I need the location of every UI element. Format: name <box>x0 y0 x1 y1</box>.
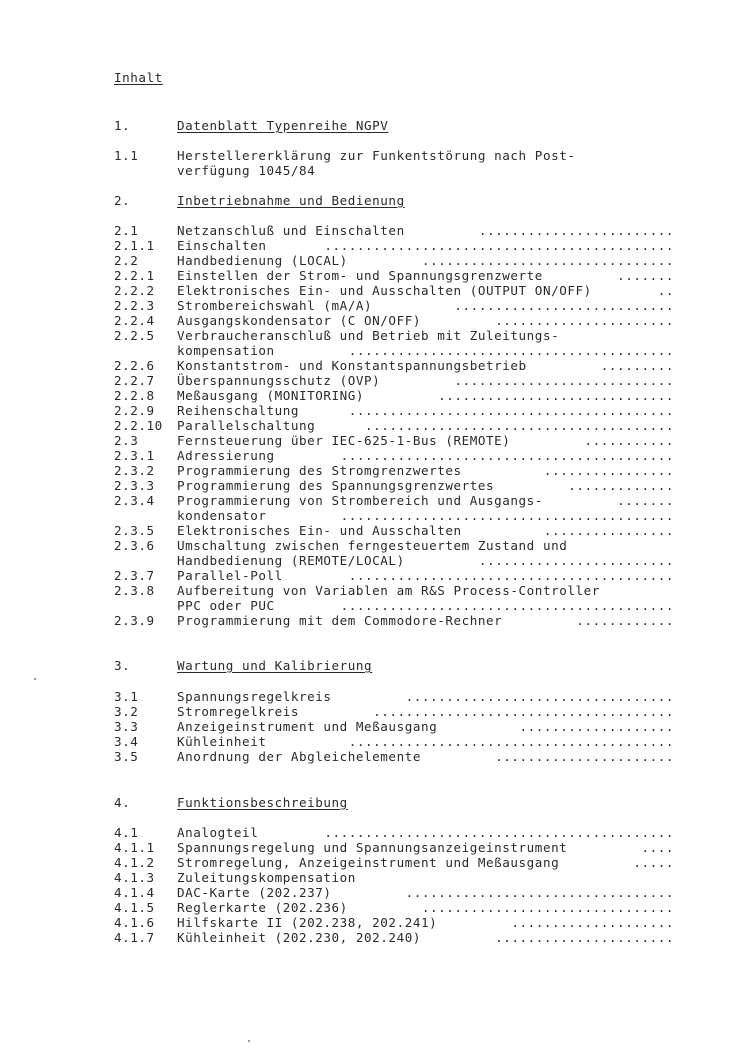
entry-title: Ausgangskondensator (C ON/OFF) <box>177 313 421 328</box>
entry-title: verfügung 1045/84 <box>177 163 316 178</box>
entry-number: 4.1.2 <box>114 855 155 870</box>
toc-entry <box>114 373 674 389</box>
entry-leader: ............ <box>576 613 674 628</box>
entry-leader: ......... <box>600 358 674 373</box>
entry-title: Meßausgang (MONITORING) <box>177 388 365 403</box>
toc-entry <box>114 568 674 584</box>
toc-entry <box>114 825 674 841</box>
entry-leader: ..... <box>633 855 674 870</box>
entry-leader: ........................................... <box>324 238 674 253</box>
entry-title: Kühleinheit <box>177 734 267 749</box>
entry-number: 2.1 <box>114 223 139 238</box>
entry-title: Programmierung des Stromgrenzwertes <box>177 463 462 478</box>
section-title: Datenblatt Typenreihe NGPV <box>177 118 389 133</box>
entry-leader: .. <box>657 283 674 298</box>
entry-number: 2.2.9 <box>114 403 155 418</box>
entry-number: 4.1.4 <box>114 885 155 900</box>
entry-number: 2.3.6 <box>114 538 155 553</box>
entry-title: Kühleinheit (202.230, 202.240) <box>177 930 421 945</box>
scan-speck <box>248 1040 250 1042</box>
entry-title: Strombereichswahl (mA/A) <box>177 298 373 313</box>
entry-title: Herstellererklärung zur Funkentstörung nach Post- <box>177 148 576 163</box>
entry-leader: ........... <box>584 433 674 448</box>
entry-leader: ......................................... <box>340 598 674 613</box>
entry-leader: ........................................ <box>348 568 674 583</box>
entry-leader: ........................................ <box>348 403 674 418</box>
entry-leader: ........................................ <box>348 734 674 749</box>
entry-leader: ........................................... <box>324 825 674 840</box>
entry-leader: ................ <box>543 463 674 478</box>
entry-title: Umschaltung zwischen ferngesteuertem Zustand und <box>177 538 568 553</box>
entry-number: 4.1.6 <box>114 915 155 930</box>
toc-entry <box>114 840 674 856</box>
entry-number: 2.3 <box>114 433 139 448</box>
entry-title: Stromregelkreis <box>177 704 299 719</box>
entry-leader: ...................... <box>495 749 674 764</box>
scan-speck <box>34 678 36 680</box>
toc-entry <box>114 915 674 931</box>
toc-entry <box>114 148 674 164</box>
entry-title: Fernsteuerung über IEC-625-1-Bus (REMOTE) <box>177 433 511 448</box>
entry-number: 2.1.1 <box>114 238 155 253</box>
entry-title: Zuleitungskompensation <box>177 870 356 885</box>
entry-number: 4.1.1 <box>114 840 155 855</box>
entry-title: Anzeigeinstrument und Meßausgang <box>177 719 438 734</box>
entry-title: Analogteil <box>177 825 259 840</box>
toc-entry <box>114 343 674 359</box>
entry-title: Parallelschaltung <box>177 418 316 433</box>
entry-leader: ............................... <box>421 253 674 268</box>
entry-leader: ......................................... <box>340 448 674 463</box>
entry-number: 2.3.5 <box>114 523 155 538</box>
entry-title: Überspannungsschutz (OVP) <box>177 373 381 388</box>
entry-number: 4.1 <box>114 825 139 840</box>
entry-leader: ........................... <box>454 298 674 313</box>
toc-entry <box>114 448 674 464</box>
entry-leader: ....... <box>617 268 674 283</box>
toc-entry <box>114 523 674 539</box>
entry-number: 2.2.7 <box>114 373 155 388</box>
entry-number: 3.2 <box>114 704 139 719</box>
toc-entry <box>114 283 674 299</box>
toc-entry <box>114 508 674 524</box>
entry-title: Netzanschluß und Einschalten <box>177 223 405 238</box>
entry-number: 2.2.3 <box>114 298 155 313</box>
entry-leader: ................................. <box>405 689 674 704</box>
toc-entry <box>114 689 674 705</box>
entry-title: Elektronisches Ein- und Ausschalten (OUTPUT ON/OFF) <box>177 283 592 298</box>
toc-entry <box>114 328 674 344</box>
entry-title: Programmierung des Spannungsgrenzwertes <box>177 478 495 493</box>
toc-entry <box>114 704 674 720</box>
entry-leader: .... <box>641 840 674 855</box>
toc-entry <box>114 313 674 329</box>
entry-number: 2.3.9 <box>114 613 155 628</box>
entry-title: Spannungsregelung und Spannungsanzeigeinstrument <box>177 840 568 855</box>
section-number: 2. <box>114 193 131 208</box>
toc-entry <box>114 930 674 946</box>
entry-title: Hilfskarte II (202.238, 202.241) <box>177 915 438 930</box>
section-number: 4. <box>114 795 131 810</box>
toc-entry <box>114 463 674 479</box>
entry-title: Programmierung von Strombereich und Ausgangs- <box>177 493 543 508</box>
entry-title: Programmierung mit dem Commodore-Rechner <box>177 613 503 628</box>
entry-title: kondensator <box>177 508 267 523</box>
toc-entry <box>114 870 674 886</box>
entry-number: 2.3.4 <box>114 493 155 508</box>
entry-title: kompensation <box>177 343 275 358</box>
toc-entry <box>114 298 674 314</box>
entry-title: Reglerkarte (202.236) <box>177 900 348 915</box>
entry-number: 2.3.8 <box>114 583 155 598</box>
entry-number: 2.2.6 <box>114 358 155 373</box>
page-title: Inhalt <box>114 70 163 85</box>
entry-number: 2.3.7 <box>114 568 155 583</box>
section-title: Inbetriebnahme und Bedienung <box>177 193 405 208</box>
toc-entry <box>114 613 674 629</box>
entry-leader: ........................ <box>478 223 674 238</box>
entry-number: 2.3.3 <box>114 478 155 493</box>
entry-number: 2.2.8 <box>114 388 155 403</box>
entry-leader: ...................... <box>495 313 674 328</box>
section-title: Wartung und Kalibrierung <box>177 658 373 673</box>
entry-title: Spannungsregelkreis <box>177 689 332 704</box>
toc-entry <box>114 238 674 254</box>
toc-entry <box>114 855 674 871</box>
entry-title: Einschalten <box>177 238 267 253</box>
entry-title: DAC-Karte (202.237) <box>177 885 332 900</box>
toc-entry <box>114 598 674 614</box>
entry-number: 3.1 <box>114 689 139 704</box>
entry-leader: ...................... <box>495 930 674 945</box>
toc-entry <box>114 358 674 374</box>
toc-entry <box>114 734 674 750</box>
entry-leader: ................................. <box>405 885 674 900</box>
entry-leader: ............. <box>568 478 674 493</box>
entry-leader: ................ <box>543 523 674 538</box>
entry-title: Konstantstrom- und Konstantspannungsbetrieb <box>177 358 527 373</box>
entry-title: Einstellen der Strom- und Spannungsgrenzwerte <box>177 268 543 283</box>
entry-number: 2.3.2 <box>114 463 155 478</box>
section-number: 1. <box>114 118 131 133</box>
toc-entry <box>114 253 674 269</box>
toc-entry <box>114 719 674 735</box>
entry-leader: ............................. <box>438 388 674 403</box>
toc-entry <box>114 418 674 434</box>
entry-number: 2.2.1 <box>114 268 155 283</box>
entry-number: 3.3 <box>114 719 139 734</box>
entry-title: Handbedienung (LOCAL) <box>177 253 348 268</box>
entry-title: Handbedienung (REMOTE/LOCAL) <box>177 553 405 568</box>
toc-entry <box>114 268 674 284</box>
entry-number: 2.3.1 <box>114 448 155 463</box>
entry-number: 2.2.5 <box>114 328 155 343</box>
entry-title: Anordnung der Abgleichelemente <box>177 749 421 764</box>
toc-entry <box>114 478 674 494</box>
entry-leader: ....... <box>617 493 674 508</box>
toc-entry <box>114 538 674 554</box>
entry-title: Adressierung <box>177 448 275 463</box>
toc-entry <box>114 403 674 419</box>
toc-entry <box>114 749 674 765</box>
entry-leader: ...................................... <box>364 418 674 433</box>
entry-leader: ......................................... <box>340 508 674 523</box>
toc-entry <box>114 493 674 509</box>
entry-number: 4.1.7 <box>114 930 155 945</box>
entry-number: 4.1.3 <box>114 870 155 885</box>
entry-title: Aufbereitung von Variablen am R&S Process-Controller <box>177 583 600 598</box>
section-title: Funktionsbeschreibung <box>177 795 348 810</box>
entry-number: 2.2.2 <box>114 283 155 298</box>
toc-entry <box>114 388 674 404</box>
toc-entry <box>114 163 674 179</box>
entry-leader: ........................................ <box>348 343 674 358</box>
toc-entry <box>114 583 674 599</box>
entry-number: 3.5 <box>114 749 139 764</box>
toc-entry <box>114 900 674 916</box>
entry-number: 4.1.5 <box>114 900 155 915</box>
entry-leader: ........................ <box>478 553 674 568</box>
entry-leader: ..................................... <box>373 704 674 719</box>
toc-entry <box>114 885 674 901</box>
entry-title: Stromregelung, Anzeigeinstrument und Meßausgang <box>177 855 560 870</box>
entry-number: 3.4 <box>114 734 139 749</box>
entry-title: PPC oder PUC <box>177 598 275 613</box>
entry-number: 2.2.4 <box>114 313 155 328</box>
toc-entry <box>114 553 674 569</box>
toc-entry <box>114 433 674 449</box>
entry-number: 2.2 <box>114 253 139 268</box>
entry-leader: .................... <box>511 915 674 930</box>
toc-entry <box>114 223 674 239</box>
section-number: 3. <box>114 658 131 673</box>
entry-title: Reihenschaltung <box>177 403 299 418</box>
entry-title: Elektronisches Ein- und Ausschalten <box>177 523 462 538</box>
entry-title: Parallel-Poll <box>177 568 283 583</box>
entry-number: 2.2.10 <box>114 418 163 433</box>
entry-number: 1.1 <box>114 148 139 163</box>
entry-leader: ........................... <box>454 373 674 388</box>
entry-leader: ................... <box>519 719 674 734</box>
entry-leader: ............................... <box>421 900 674 915</box>
entry-title: Verbraucheranschluß und Betrieb mit Zuleitungs- <box>177 328 560 343</box>
